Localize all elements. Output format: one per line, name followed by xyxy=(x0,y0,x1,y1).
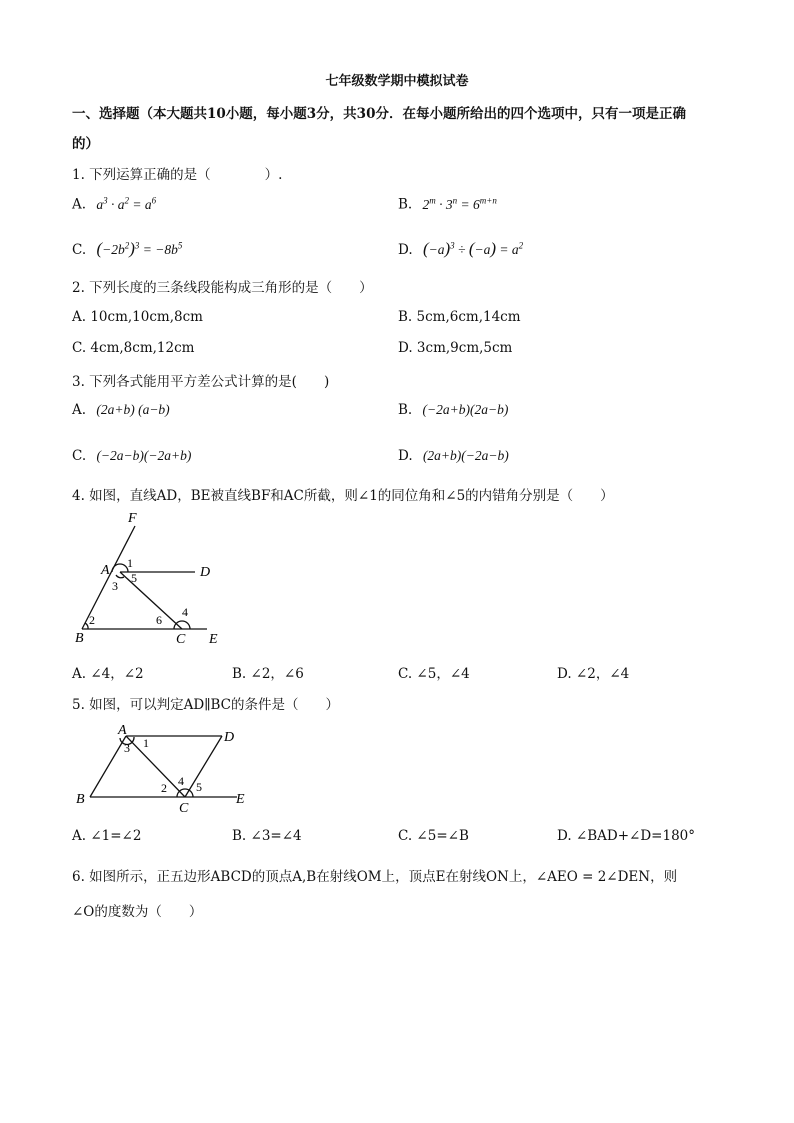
q4-arc-b xyxy=(85,623,88,629)
q3-option-c-letter: C. xyxy=(72,448,87,464)
q6-stem-line2: ∠O的度数为（ ） xyxy=(72,904,203,920)
q3-option-b xyxy=(398,402,508,418)
q3-option-a xyxy=(72,402,170,418)
q6-stem-line1: 6. 如图所示，正五边形ABCD的顶点A,B在射线OM上，顶点E在射线ON上，∠AEO = 2∠DEN，则 xyxy=(72,869,678,885)
q4-angle-1: 1 xyxy=(127,556,133,570)
q4-option-a: A. ∠4，∠2 xyxy=(72,666,144,682)
q5-line-cd xyxy=(185,736,222,797)
q1-option-b-math: $2^m \cdot 3^n = 6^{m+n}$ xyxy=(422,195,497,212)
q1-option-d-letter: D. xyxy=(398,242,413,258)
q4-label-b: B xyxy=(75,631,84,646)
q2-option-d: D. 3cm,9cm,5cm xyxy=(398,340,513,356)
q3-option-b-math: (−2a+b)(2a−b) xyxy=(422,402,509,417)
q3-option-d-math: (2a+b)(−2a−b) xyxy=(422,448,509,463)
q5-figure xyxy=(72,720,262,816)
q5-line-ac xyxy=(126,736,185,797)
q5-option-b: B. ∠3=∠4 xyxy=(232,828,302,844)
q4-label-d: D xyxy=(200,565,211,580)
q3-option-c-math: (−2a−b)(−2a+b) xyxy=(96,448,192,463)
section-heading-line1: 一、选择题（本大题共10小题，每小题3分，共30分．在每小题所给出的四个选项中，只有一项是正确 xyxy=(72,106,686,122)
q4-label-c: C xyxy=(176,632,186,647)
q5-line-ab xyxy=(90,736,126,797)
q3-option-a-math: (2a+b) (a−b) xyxy=(96,402,170,417)
q5-angle-3: 3 xyxy=(124,741,130,755)
page-title: 七年级数学期中模拟试卷 xyxy=(325,74,469,89)
q3-option-d-letter: D. xyxy=(398,448,413,464)
q5-angle-5: 5 xyxy=(196,780,202,794)
q5-label-c: C xyxy=(179,801,189,816)
q3-option-d xyxy=(398,448,509,464)
q1-option-d xyxy=(398,239,523,259)
q4-angle-2: 2 xyxy=(89,613,95,627)
q2-option-a: A. 10cm,10cm,8cm xyxy=(72,309,203,325)
q5-option-c: C. ∠5=∠B xyxy=(398,828,469,844)
q1-option-b-letter: B. xyxy=(398,196,413,213)
q4-angle-5: 5 xyxy=(131,571,137,585)
q4-line-ac xyxy=(120,572,182,629)
q5-angle-4: 4 xyxy=(178,774,184,788)
q5-label-d: D xyxy=(224,730,235,745)
q4-option-b: B. ∠2，∠6 xyxy=(232,666,304,682)
q1-option-c-math: $(-2b^2)^3 = -8b^5$ xyxy=(96,239,183,258)
q4-option-d: D. ∠2，∠4 xyxy=(557,666,630,682)
q1-stem: 1. 下列运算正确的是（ ）. xyxy=(72,167,283,183)
q4-stem: 4. 如图，直线AD，BE被直线BF和AC所截，则∠1的同位角和∠5的内错角分别是（ ） xyxy=(72,488,614,504)
q5-option-d: D. ∠BAD+∠D=180° xyxy=(557,828,696,844)
q5-label-a: A xyxy=(118,723,127,738)
q3-option-c xyxy=(72,448,191,464)
q2-option-c: C. 4cm,8cm,12cm xyxy=(72,340,195,356)
q1-option-c-letter: C. xyxy=(72,242,87,258)
q2-option-b: B. 5cm,6cm,14cm xyxy=(398,309,521,325)
q5-option-a: A. ∠1=∠2 xyxy=(72,828,142,844)
q1-option-c xyxy=(72,239,182,259)
section-heading-line2: 的） xyxy=(72,136,99,152)
q4-label-a: A xyxy=(101,563,110,578)
q4-angle-3: 3 xyxy=(112,579,118,593)
q3-option-a-letter: A. xyxy=(72,402,87,418)
q5-stem: 5. 如图，可以判定AD∥BC的条件是（ ） xyxy=(72,697,339,713)
q4-label-e: E xyxy=(209,632,218,647)
q4-arc-c xyxy=(174,621,190,629)
q5-angle-2: 2 xyxy=(161,781,167,795)
q4-angle-6: 6 xyxy=(156,613,162,627)
q1-option-b xyxy=(398,195,497,213)
q4-option-c: C. ∠5，∠4 xyxy=(398,666,470,682)
q3-option-b-letter: B. xyxy=(398,402,413,418)
q4-label-f: F xyxy=(128,511,137,526)
q1-option-a-math: $a^3 \cdot a^2 = a^6$ xyxy=(96,195,157,212)
q1-option-a-letter: A. xyxy=(72,196,87,213)
q5-angle-1: 1 xyxy=(143,736,149,750)
q4-figure xyxy=(72,508,232,648)
q5-label-b: B xyxy=(76,792,85,807)
q3-stem: 3. 下列各式能用平方差公式计算的是( ) xyxy=(72,374,330,390)
q2-stem: 2. 下列长度的三条线段能构成三角形的是（ ） xyxy=(72,280,373,296)
q5-label-e: E xyxy=(236,792,245,807)
q1-option-d-math: $(-a)^3 \div (-a) = a^2$ xyxy=(422,239,524,258)
q1-option-a xyxy=(72,195,156,213)
q4-angle-4: 4 xyxy=(182,605,188,619)
